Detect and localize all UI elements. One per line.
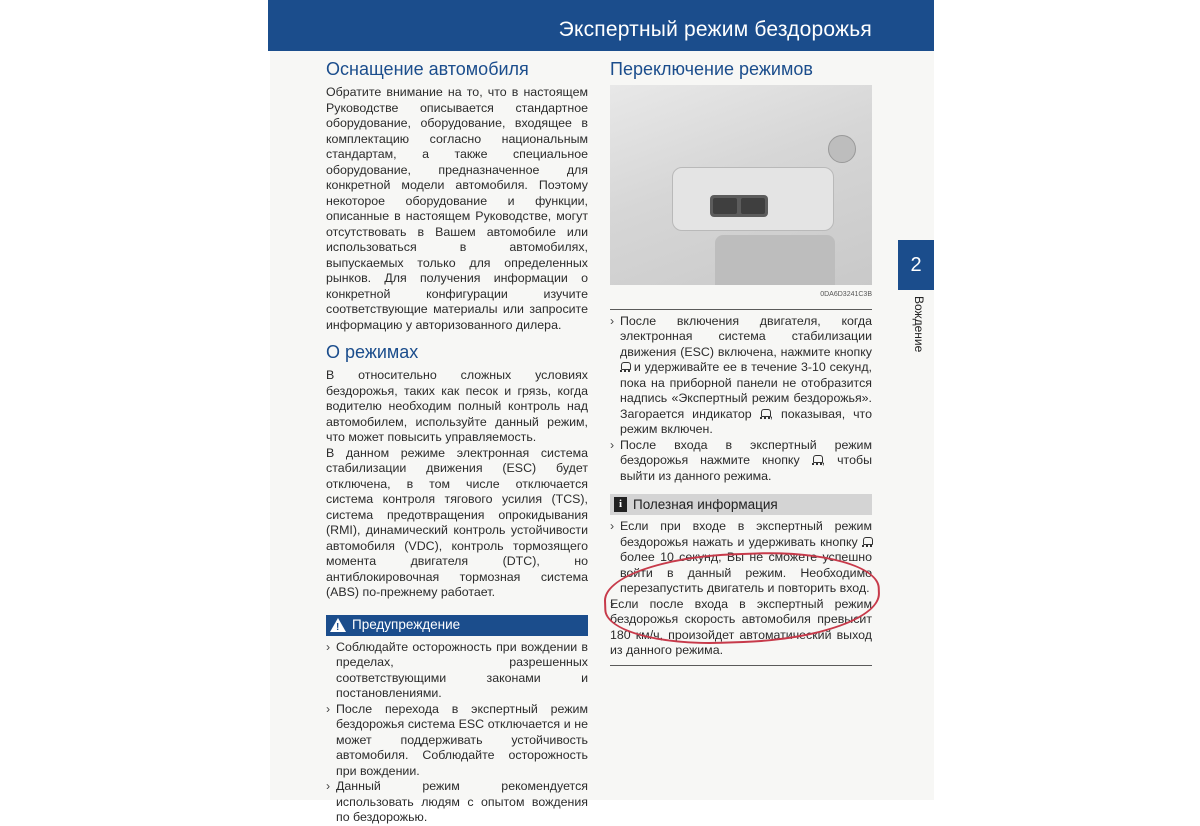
info-header bbox=[610, 494, 872, 515]
equipment-text: Обратите внимание на то, что в настоящем Руководстве описывается стандартное оборудование, оборудование, входящее в комплектацию согласно национальным стандартам, а также специальное оборудование, предназначенное для конкретной модели автомобиля. Поэтому некоторое оборудование и функции, описанные в настоящем Руководстве, могут отсутствовать в Вашем автомобиле или использоваться в автомобилях, выпускаемых только для определенных рынков. Для получения информации о конкретной конфигурации изучите соответствующие материалы или запросите информацию у авторизованного дилера. bbox=[326, 85, 588, 332]
warning-header bbox=[326, 615, 588, 636]
offroad-car-icon bbox=[812, 454, 822, 465]
divider bbox=[610, 309, 872, 310]
figure-code: 0DA6D3241C3B bbox=[820, 291, 872, 298]
switching-heading: Переключение режимов bbox=[610, 59, 813, 79]
modes-heading: О режимах bbox=[326, 342, 419, 362]
divider bbox=[610, 665, 872, 666]
offroad-car-icon bbox=[862, 536, 872, 547]
lower-console bbox=[715, 235, 835, 285]
offroad-button-cluster bbox=[710, 195, 768, 217]
warning-item: › Соблюдайте осторожность при вождении в пределах, разрешенных соответствующими законами и постановлениями. bbox=[326, 640, 588, 702]
modes-paragraph-2: В данном режиме электронная система стабилизации движения (ESC) будет отключена, в том числе отключается система контроля тягового усилия (TCS), система предотвращения опрокидывания (RMI), динамический контроль устойчивости автомобиля (VDC), контроль тормозящего момента двигателя (DTC), но антиблокировочная тормозная система (ABS) по-прежнему работает. bbox=[326, 445, 588, 599]
equipment-heading: Оснащение автомобиля bbox=[326, 59, 529, 79]
modes-paragraph-1: В относительно сложных условиях бездорожья, таких как песок и грязь, когда водителю необходим полный контроль над автомобилем, используйте данный режим, что может повысить управляемость. bbox=[326, 368, 588, 444]
info-icon: i bbox=[614, 497, 627, 512]
info-title: Полезная информация bbox=[633, 496, 778, 512]
chapter-label: Вождение bbox=[912, 296, 926, 353]
dashboard-button-photo bbox=[610, 85, 872, 285]
chapter-tab: 2 bbox=[898, 240, 934, 290]
offroad-car-icon bbox=[620, 361, 630, 372]
info-item-2: › Если после входа в экспертный режим бездорожья скорость автомобиля превысит 180 км/ч, произойдет автоматический выход из данного режима. bbox=[610, 597, 872, 659]
warning-triangle-icon: ! bbox=[330, 618, 346, 632]
warning-item: › После перехода в экспертный режим бездорожья система ESC отключается и не может поддерживать устойчивость автомобиля. Соблюдайте осторожность при вождении. bbox=[326, 702, 588, 780]
info-item-1: › Если при входе в экспертный режим бездорожья нажать и удерживать кнопку более 10 секунд, Вы не сможете успешно войти в данный режим. Необходимо перезапустить двигатель и повторить вход. bbox=[610, 519, 872, 597]
page-title: Экспертный режим бездорожья bbox=[558, 18, 872, 41]
left-column bbox=[326, 58, 588, 826]
offroad-car-icon bbox=[760, 408, 770, 419]
steering-knob bbox=[828, 135, 856, 163]
switching-item-1: › После включения двигателя, когда электронная система стабилизации движения (ESC) включена, нажмите кнопку и удерживайте ее в течение 3-10 секунд, пока на приборной панели не отобразится надпись «Экспертный режим бездорожья». Загорается индикатор , показывая, что режим включен. bbox=[610, 314, 872, 438]
warning-list bbox=[326, 640, 588, 826]
switching-list bbox=[610, 314, 872, 485]
warning-item: › Данный режим рекомендуется использовать людям с опытом вождения по бездорожью. bbox=[326, 779, 588, 826]
switching-item-2: › После входа в экспертный режим бездорожья нажмите кнопку , чтобы выйти из данного режима. bbox=[610, 438, 872, 485]
warning-title: Предупреждение bbox=[352, 617, 461, 633]
page-header bbox=[268, 0, 934, 51]
